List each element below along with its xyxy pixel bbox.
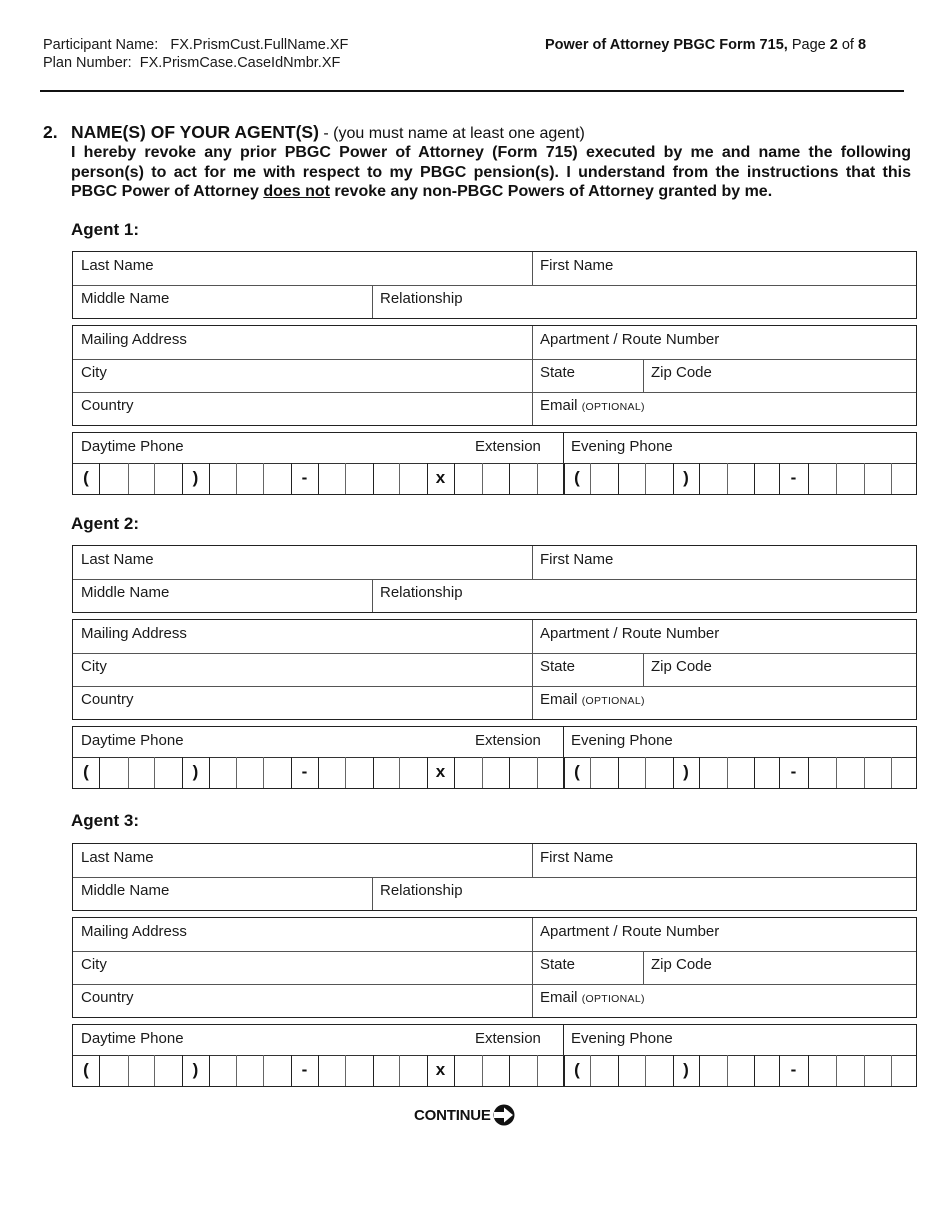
phone-cell-divider xyxy=(291,463,292,494)
evening-phone-digit-box[interactable] xyxy=(590,1055,617,1086)
agent-label: Agent 1: xyxy=(71,220,139,239)
open-paren-symbol: ( xyxy=(574,762,580,781)
daytime-phone-digit-box[interactable] xyxy=(236,463,263,494)
divider xyxy=(532,844,533,877)
daytime-phone-digit-box[interactable] xyxy=(154,757,181,788)
email-label-text: Email xyxy=(540,989,578,1006)
divider xyxy=(532,918,533,1017)
apartment-label: Apartment / Route Number xyxy=(540,331,720,348)
last-name-field[interactable] xyxy=(73,252,532,285)
evening-phone-label: Evening Phone xyxy=(571,732,673,749)
close-paren-symbol: ) xyxy=(683,762,689,781)
dash-symbol: - xyxy=(790,1060,797,1079)
agent-name-box xyxy=(72,251,917,319)
header-divider xyxy=(40,90,904,92)
email-optional-note: (OPTIONAL) xyxy=(581,993,645,1005)
evening-phone-digit-box[interactable] xyxy=(645,463,672,494)
phone-cell-divider xyxy=(182,1055,183,1086)
state-label: State xyxy=(540,658,576,675)
daytime-phone-digit-box[interactable] xyxy=(236,757,263,788)
daytime-phone-digit-box[interactable] xyxy=(399,463,426,494)
daytime-phone-label: Daytime Phone xyxy=(81,1030,184,1047)
section-number: 2. xyxy=(43,122,58,142)
phone-digit-row xyxy=(73,463,916,494)
relationship-label: Relationship xyxy=(380,584,463,601)
country-field[interactable] xyxy=(73,686,532,719)
evening-phone-digit-box[interactable] xyxy=(727,1055,754,1086)
continue-indicator xyxy=(414,1104,516,1126)
evening-phone-digit-box[interactable] xyxy=(754,1055,781,1086)
daytime-phone-digit-box[interactable] xyxy=(373,463,400,494)
zip-code-label: Zip Code xyxy=(651,658,712,675)
middle-name-label: Middle Name xyxy=(81,882,170,899)
plan-number-value: FX.PrismCase.CaseIdNmbr.XF xyxy=(139,55,341,71)
extension-digit-box[interactable] xyxy=(482,757,509,788)
email-optional-note: (OPTIONAL) xyxy=(581,401,645,413)
evening-phone-digit-box[interactable] xyxy=(699,1055,726,1086)
extension-digit-box[interactable] xyxy=(454,463,481,494)
relationship-field[interactable] xyxy=(372,285,916,318)
evening-phone-digit-box[interactable] xyxy=(645,1055,672,1086)
dash-symbol: - xyxy=(790,468,797,487)
first-name-field[interactable] xyxy=(532,844,916,877)
evening-phone-digit-box[interactable] xyxy=(891,1055,918,1086)
extension-x-symbol: x xyxy=(435,468,446,487)
email-field[interactable] xyxy=(532,984,916,1017)
daytime-phone-digit-box[interactable] xyxy=(345,757,372,788)
phone-cell-divider xyxy=(673,1055,674,1086)
state-label: State xyxy=(540,956,576,973)
extension-digit-box[interactable] xyxy=(509,463,536,494)
statement-text-end: revoke any non-PBGC Powers of Attorney granted by me. xyxy=(329,183,773,200)
daytime-phone-digit-box[interactable] xyxy=(263,463,290,494)
middle-name-field[interactable] xyxy=(73,285,372,318)
daytime-phone-digit-box[interactable] xyxy=(154,1055,181,1086)
section-heading xyxy=(43,122,585,144)
evening-phone-digit-box[interactable] xyxy=(727,757,754,788)
daytime-phone-digit-box[interactable] xyxy=(345,1055,372,1086)
agent-address-box xyxy=(72,917,917,1018)
mailing-address-label: Mailing Address xyxy=(81,331,187,348)
country-field[interactable] xyxy=(73,984,532,1017)
agent-address-box xyxy=(72,325,917,426)
divider xyxy=(532,326,533,425)
relationship-field[interactable] xyxy=(372,877,916,910)
phone-cell-divider xyxy=(564,1055,565,1086)
extension-digit-box[interactable] xyxy=(509,1055,536,1086)
country-label: Country xyxy=(81,397,134,414)
evening-phone-digit-box[interactable] xyxy=(727,463,754,494)
mailing-address-label: Mailing Address xyxy=(81,923,187,940)
plan-number-label: Plan Number: xyxy=(43,55,132,71)
evening-phone-digit-box[interactable] xyxy=(836,463,863,494)
phone-cell-divider xyxy=(427,1055,428,1086)
daytime-phone-digit-box[interactable] xyxy=(99,463,126,494)
statement-emphasis: does not xyxy=(263,183,330,200)
first-name-field[interactable] xyxy=(532,252,916,285)
mailing-address-label: Mailing Address xyxy=(81,625,187,642)
email-label xyxy=(540,397,645,414)
daytime-phone-digit-box[interactable] xyxy=(345,463,372,494)
state-label: State xyxy=(540,364,576,381)
daytime-phone-digit-box[interactable] xyxy=(128,463,155,494)
agent-label: Agent 3: xyxy=(71,811,139,830)
relationship-field[interactable] xyxy=(372,579,916,612)
evening-phone-digit-box[interactable] xyxy=(618,463,645,494)
first-name-label: First Name xyxy=(540,551,614,568)
phone-digit-row xyxy=(73,1055,916,1086)
evening-phone-digit-box[interactable] xyxy=(754,757,781,788)
city-field[interactable] xyxy=(73,951,532,984)
phone-cell-divider xyxy=(779,757,780,788)
agent-address-box xyxy=(72,619,917,720)
page-current: 2 xyxy=(829,37,838,53)
evening-phone-label: Evening Phone xyxy=(571,1030,673,1047)
statement-text: I hereby revoke any prior PBGC Power of Attorney (Form 715) executed by me and name the following person(s) to act for me with respect to my PBGC pension(s). I understand from the instructions that this PBGC Power of Attorney xyxy=(71,144,911,200)
zip-code-field[interactable] xyxy=(643,951,916,984)
dash-symbol: - xyxy=(790,762,797,781)
daytime-phone-digit-box[interactable] xyxy=(154,463,181,494)
apartment-label: Apartment / Route Number xyxy=(540,923,720,940)
email-optional-note: (OPTIONAL) xyxy=(581,695,645,707)
last-name-label: Last Name xyxy=(81,257,154,274)
apartment-field[interactable] xyxy=(532,918,916,951)
extension-label: Extension xyxy=(475,1030,541,1047)
extension-label: Extension xyxy=(475,732,541,749)
page-of: of xyxy=(841,37,854,53)
participant-info xyxy=(43,36,348,72)
zip-code-field[interactable] xyxy=(643,653,916,686)
evening-phone-digit-box[interactable] xyxy=(590,463,617,494)
dash-symbol: - xyxy=(301,1060,308,1079)
state-field[interactable] xyxy=(532,951,643,984)
daytime-phone-digit-box[interactable] xyxy=(209,757,236,788)
evening-phone-digit-box[interactable] xyxy=(618,757,645,788)
extension-digit-box[interactable] xyxy=(537,757,564,788)
open-paren-symbol: ( xyxy=(574,468,580,487)
daytime-phone-digit-box[interactable] xyxy=(399,757,426,788)
daytime-phone-label: Daytime Phone xyxy=(81,732,184,749)
page-total: 8 xyxy=(857,37,867,53)
agent-phone-box xyxy=(72,432,917,495)
participant-name-row xyxy=(43,36,348,54)
daytime-phone-digit-box[interactable] xyxy=(263,757,290,788)
daytime-phone-label: Daytime Phone xyxy=(81,438,184,455)
phone-cell-divider xyxy=(427,757,428,788)
country-label: Country xyxy=(81,989,134,1006)
agent-label: Agent 2: xyxy=(71,514,139,533)
apartment-label: Apartment / Route Number xyxy=(540,625,720,642)
middle-name-label: Middle Name xyxy=(81,290,170,307)
agent-phone-box xyxy=(72,1024,917,1087)
close-paren-symbol: ) xyxy=(192,1060,199,1079)
agent-phone-box xyxy=(72,726,917,789)
phone-cell-divider xyxy=(291,1055,292,1086)
phone-digit-row xyxy=(73,757,916,788)
dash-symbol: - xyxy=(301,762,308,781)
city-label: City xyxy=(81,956,107,973)
last-name-label: Last Name xyxy=(81,849,154,866)
evening-phone-digit-box[interactable] xyxy=(864,757,891,788)
extension-x-symbol: x xyxy=(435,1060,446,1079)
close-paren-symbol: ) xyxy=(192,468,199,487)
daytime-phone-digit-box[interactable] xyxy=(99,1055,126,1086)
phone-cell-divider xyxy=(427,463,428,494)
zip-code-label: Zip Code xyxy=(651,364,712,381)
daytime-phone-digit-box[interactable] xyxy=(99,757,126,788)
email-field[interactable] xyxy=(532,686,916,719)
zip-code-label: Zip Code xyxy=(651,956,712,973)
country-field[interactable] xyxy=(73,392,532,425)
extension-digit-box[interactable] xyxy=(537,463,564,494)
evening-phone-digit-box[interactable] xyxy=(699,463,726,494)
phone-cell-divider xyxy=(182,463,183,494)
phone-cell-divider xyxy=(182,757,183,788)
extension-digit-box[interactable] xyxy=(537,1055,564,1086)
zip-code-field[interactable] xyxy=(643,359,916,392)
middle-name-field[interactable] xyxy=(73,877,372,910)
evening-phone-digit-box[interactable] xyxy=(808,1055,835,1086)
phone-cell-divider xyxy=(564,757,565,788)
continue-label: CONTINUE xyxy=(414,1106,491,1124)
phone-cell-divider xyxy=(291,757,292,788)
phone-cell-divider xyxy=(779,1055,780,1086)
evening-phone-digit-box[interactable] xyxy=(891,463,918,494)
divider xyxy=(532,546,533,579)
section-note: - (you must name at least one agent) xyxy=(318,125,585,142)
extension-digit-box[interactable] xyxy=(509,757,536,788)
phone-cell-divider xyxy=(673,757,674,788)
open-paren-symbol: ( xyxy=(574,1060,580,1079)
evening-phone-digit-box[interactable] xyxy=(808,463,835,494)
participant-name-label: Participant Name: xyxy=(43,37,159,53)
last-name-field[interactable] xyxy=(73,844,532,877)
daytime-phone-digit-box[interactable] xyxy=(399,1055,426,1086)
daytime-phone-digit-box[interactable] xyxy=(318,757,345,788)
evening-phone-digit-box[interactable] xyxy=(699,757,726,788)
apartment-field[interactable] xyxy=(532,620,916,653)
middle-name-label: Middle Name xyxy=(81,584,170,601)
close-paren-symbol: ) xyxy=(683,468,689,487)
mailing-address-field[interactable] xyxy=(73,620,532,653)
evening-phone-digit-box[interactable] xyxy=(808,757,835,788)
city-label: City xyxy=(81,658,107,675)
country-label: Country xyxy=(81,691,134,708)
daytime-phone-digit-box[interactable] xyxy=(128,1055,155,1086)
middle-name-field[interactable] xyxy=(73,579,372,612)
relationship-label: Relationship xyxy=(380,290,463,307)
relationship-label: Relationship xyxy=(380,882,463,899)
close-paren-symbol: ) xyxy=(683,1060,689,1079)
agent-name-box xyxy=(72,545,917,613)
section-statement xyxy=(71,143,911,202)
extension-digit-box[interactable] xyxy=(482,463,509,494)
evening-phone-digit-box[interactable] xyxy=(645,757,672,788)
state-field[interactable] xyxy=(532,653,643,686)
divider xyxy=(532,620,533,719)
daytime-phone-digit-box[interactable] xyxy=(236,1055,263,1086)
evening-phone-digit-box[interactable] xyxy=(590,757,617,788)
evening-phone-digit-box[interactable] xyxy=(891,757,918,788)
section-title: NAME(S) OF YOUR AGENT(S) xyxy=(71,122,319,142)
form-title: Power of Attorney PBGC Form 715, xyxy=(545,37,788,53)
city-field[interactable] xyxy=(73,653,532,686)
evening-phone-digit-box[interactable] xyxy=(618,1055,645,1086)
phone-cell-divider xyxy=(673,463,674,494)
agent-name-box xyxy=(72,843,917,911)
email-label xyxy=(540,691,645,708)
daytime-phone-digit-box[interactable] xyxy=(318,463,345,494)
dash-symbol: - xyxy=(301,468,308,487)
daytime-phone-digit-box[interactable] xyxy=(128,757,155,788)
extension-digit-box[interactable] xyxy=(482,1055,509,1086)
page-word: Page xyxy=(791,37,826,53)
city-field[interactable] xyxy=(73,359,532,392)
open-paren-symbol: ( xyxy=(83,468,89,487)
evening-phone-digit-box[interactable] xyxy=(754,463,781,494)
daytime-phone-digit-box[interactable] xyxy=(263,1055,290,1086)
daytime-phone-digit-box[interactable] xyxy=(373,757,400,788)
extension-digit-box[interactable] xyxy=(454,1055,481,1086)
mailing-address-field[interactable] xyxy=(73,326,532,359)
mailing-address-field[interactable] xyxy=(73,918,532,951)
extension-label: Extension xyxy=(475,438,541,455)
form-page-indicator xyxy=(545,36,866,54)
evening-phone-label: Evening Phone xyxy=(571,438,673,455)
last-name-field[interactable] xyxy=(73,546,532,579)
first-name-field[interactable] xyxy=(532,546,916,579)
phone-cell-divider xyxy=(779,463,780,494)
phone-cell-divider xyxy=(564,463,565,494)
daytime-phone-digit-box[interactable] xyxy=(318,1055,345,1086)
daytime-phone-digit-box[interactable] xyxy=(209,463,236,494)
open-paren-symbol: ( xyxy=(83,762,89,781)
email-label-text: Email xyxy=(540,691,578,708)
extension-x-symbol: x xyxy=(435,762,446,781)
evening-phone-digit-box[interactable] xyxy=(836,757,863,788)
plan-number-row xyxy=(43,54,348,72)
city-label: City xyxy=(81,364,107,381)
email-label xyxy=(540,989,645,1006)
daytime-phone-digit-box[interactable] xyxy=(373,1055,400,1086)
evening-phone-digit-box[interactable] xyxy=(864,463,891,494)
open-paren-symbol: ( xyxy=(83,1060,89,1079)
right-arrow-circle-icon xyxy=(492,1104,516,1126)
divider xyxy=(532,252,533,285)
email-field[interactable] xyxy=(532,392,916,425)
evening-phone-digit-box[interactable] xyxy=(836,1055,863,1086)
apartment-field[interactable] xyxy=(532,326,916,359)
state-field[interactable] xyxy=(532,359,643,392)
participant-name-value: FX.PrismCust.FullName.XF xyxy=(170,37,349,53)
email-label-text: Email xyxy=(540,397,578,414)
extension-digit-box[interactable] xyxy=(454,757,481,788)
daytime-phone-digit-box[interactable] xyxy=(209,1055,236,1086)
evening-phone-digit-box[interactable] xyxy=(864,1055,891,1086)
close-paren-symbol: ) xyxy=(192,762,199,781)
first-name-label: First Name xyxy=(540,257,614,274)
last-name-label: Last Name xyxy=(81,551,154,568)
first-name-label: First Name xyxy=(540,849,614,866)
